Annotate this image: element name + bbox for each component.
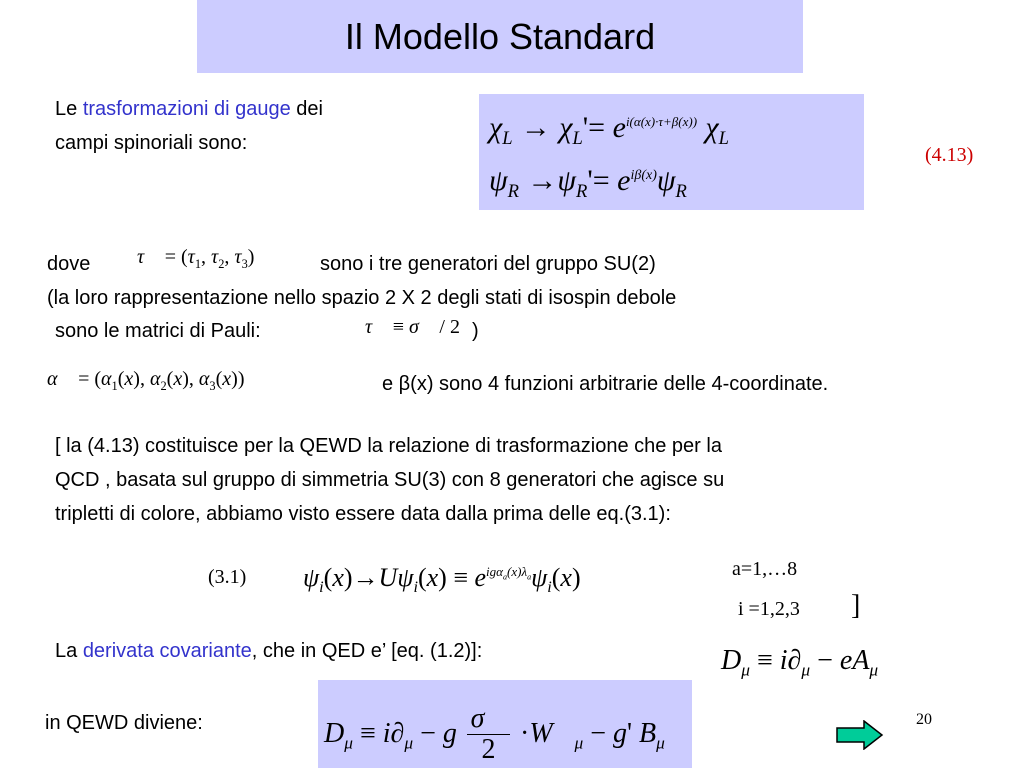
qcd-line-1: [ la (4.13) costituisce per la QEWD la relazione di trasformazione che per la: [55, 435, 722, 457]
covariant-line: [55, 636, 482, 666]
slide-title: Il Modello Standard: [344, 16, 656, 57]
equation-psi: $\psi_R \to\psi_R'= e^{i\beta(x)}\psi_R$: [489, 164, 687, 202]
dove-description: sono i tre generatori del gruppo SU(2): [320, 253, 656, 275]
qed-covariant-derivative: $D_\mu \equiv i\partial_\mu - eA_\mu$: [721, 645, 879, 680]
dove-word: dove: [47, 253, 91, 275]
covariant-prefix: La: [55, 640, 78, 662]
gauge-link[interactable]: trasformazioni di gauge: [82, 98, 291, 120]
right-arrow-icon[interactable]: [836, 720, 884, 750]
covariant-link[interactable]: derivata covariante: [82, 640, 252, 662]
range-i: i =1,2,3: [738, 598, 800, 620]
page-number: 20: [916, 711, 932, 728]
qewd-equation-box: [318, 680, 692, 768]
equation-label-4-13: (4.13): [925, 144, 974, 166]
qewd-covariant-derivative: $D_\mu \equiv i\partial_\mu - g$ $\frac{\sigma⃗}{2}$ $\cdot W⃗_\mu - g'$ $B_\mu$: [324, 703, 665, 765]
equation-3-1: $\psi_i(x)\to U\psi_i(x) \equiv e^{ig\alpha_a(x)\lambda_a}\psi_i(x)$: [303, 563, 581, 597]
alpha-description: e β(x) sono 4 funzioni arbitrarie delle 4-coordinate.: [382, 373, 829, 395]
equation-4-13-box: [479, 94, 864, 210]
qewd-text: in QEWD diviene:: [45, 712, 203, 734]
equation-label-3-1: (3.1): [208, 566, 247, 588]
alpha-definition: α⃗ = ($\alpha_1(x)$, $\alpha_2(x)$, $\alpha_3(x)$): [47, 368, 245, 393]
range-a: a=1,…8: [732, 558, 798, 580]
pauli-relation: τ⃗ ≡ σ⃗ / 2: [365, 316, 460, 338]
tau-definition: τ⃗ = ($\tau_1$, $\tau_2$, $\tau_3$): [137, 246, 255, 271]
qcd-line-2: QCD , basata sul gruppo di simmetria SU(3) con 8 generatori che agisce su: [55, 469, 725, 491]
equation-chi: $\chi_L \to \chi_L'= e^{i(\alpha(x)\cdot\tau+\beta(x))}$ $\chi_L$: [489, 111, 729, 149]
sigma-over-two: $\frac{\sigma⃗}{2}$: [467, 704, 511, 765]
intro-line-2: campi spinoriali sono:: [55, 132, 248, 154]
title-box: [197, 0, 803, 73]
covariant-suffix: , che in QED e’ [eq. (1.2)]:: [251, 640, 483, 662]
dove-line-3-close: ): [472, 320, 479, 342]
intro-line-1: [55, 94, 323, 124]
dove-line-3: sono le matrici di Pauli:: [55, 320, 261, 342]
intro-text: Le: [55, 98, 78, 120]
qcd-line-3: tripletti di colore, abbiamo visto essere data dalla prima delle eq.(3.1):: [55, 503, 671, 525]
closing-bracket: ]: [851, 590, 861, 621]
intro-text-2: dei: [296, 98, 323, 120]
dove-line-2: (la loro rappresentazione nello spazio 2 X 2 degli stati di isospin debole: [47, 287, 677, 309]
